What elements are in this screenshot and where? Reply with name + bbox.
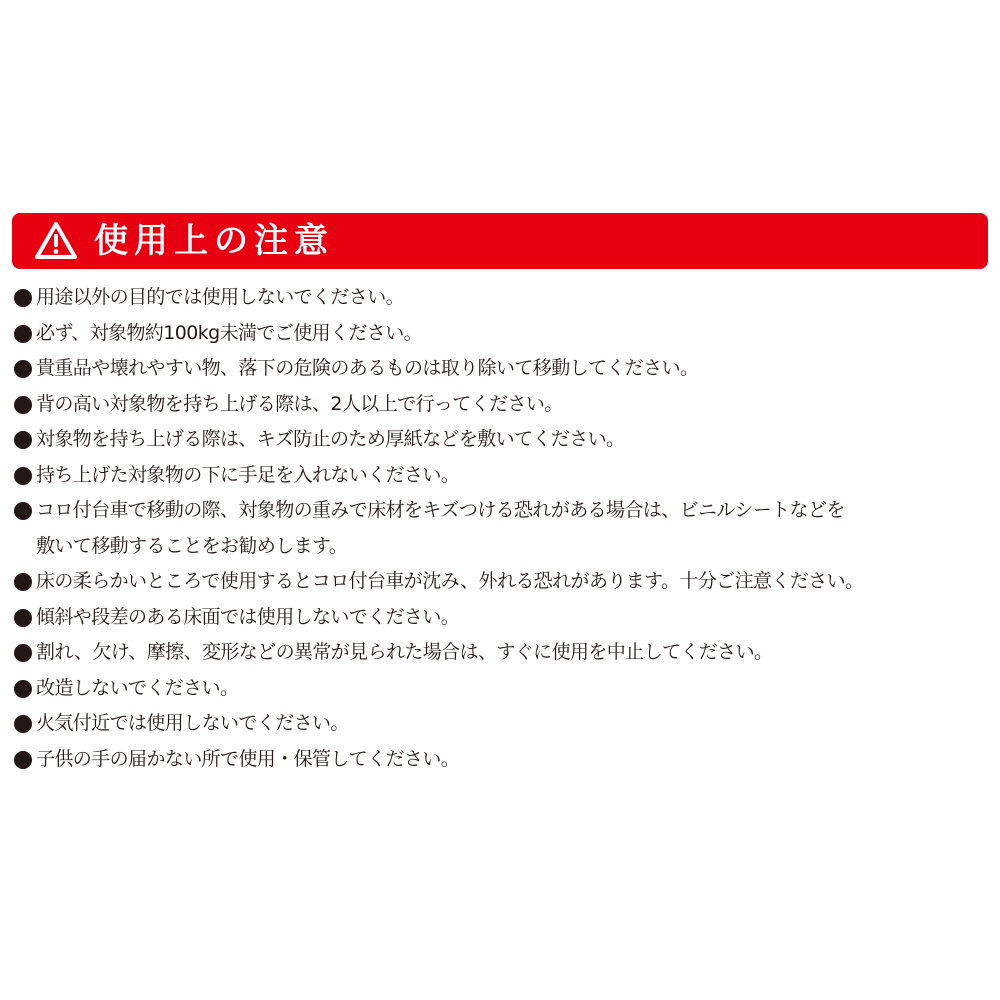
bullet-icon [14, 360, 32, 378]
bullet-icon [14, 751, 32, 769]
bullet-icon [14, 325, 32, 343]
bullet-icon [14, 431, 32, 449]
notice-item [14, 422, 994, 458]
notice-item [14, 316, 994, 352]
notice-item [14, 635, 994, 671]
bullet-icon [14, 396, 32, 414]
notice-list [14, 280, 994, 777]
notice-item [14, 600, 994, 636]
bullet-icon [14, 573, 32, 591]
notice-text: 改造しないでください。 [36, 676, 239, 699]
bullet-icon [14, 502, 32, 520]
notice-item [14, 706, 994, 742]
warning-triangle-icon [34, 221, 78, 261]
notice-item [14, 387, 994, 423]
notice-text: 床の柔らかいところで使用するとコロ付台車が沈み、外れる恐れがあります。十分ご注意ください。 [36, 570, 864, 592]
notice-text: 火気付近では使用しないでください。 [36, 712, 349, 734]
notice-text: 割れ、欠け、摩擦、変形などの異常が見られた場合は、すぐに使用を中止してください。 [36, 641, 773, 663]
notice-item [14, 458, 994, 494]
notice-item [14, 564, 994, 600]
section-title: 使用上の注意 [94, 221, 334, 261]
notice-item [14, 493, 994, 564]
notice-text: 持ち上げた対象物の下に手足を入れないください。 [36, 463, 460, 486]
notice-text: 必ず、対象物約100kg未満でご使用ください。 [36, 321, 423, 344]
bullet-icon [14, 715, 32, 733]
notice-item [14, 671, 994, 707]
bullet-icon [14, 680, 32, 698]
bullet-icon [14, 609, 32, 627]
bullet-icon [14, 644, 32, 662]
notice-text: 子供の手の届かない所で使用・保管してください。 [36, 747, 460, 770]
notice-text: コロ付台車で移動の際、対象物の重みで床材をキズつける恐れがある場合は、ビニルシートなどを 敷いて移動することをお勧めします。 [36, 499, 845, 557]
caution-header [12, 213, 988, 269]
notice-item [14, 351, 994, 387]
bullet-icon [14, 289, 32, 307]
notice-text: 用途以外の目的では使用しないでください。 [36, 286, 405, 308]
notice-text: 背の高い対象物を持ち上げる際は、2人以上で行ってください。 [36, 392, 563, 415]
notice-item [14, 280, 994, 316]
notice-text: 貴重品や壊れやすい物、落下の危険のあるものは取り除いて移動してください。 [36, 357, 699, 379]
bullet-icon [14, 467, 32, 485]
notice-text: 傾斜や段差のある床面では使用しないでください。 [36, 605, 460, 628]
notice-text: 対象物を持ち上げる際は、キズ防止のため厚紙などを敷いてください。 [36, 428, 625, 450]
notice-item [14, 742, 994, 778]
